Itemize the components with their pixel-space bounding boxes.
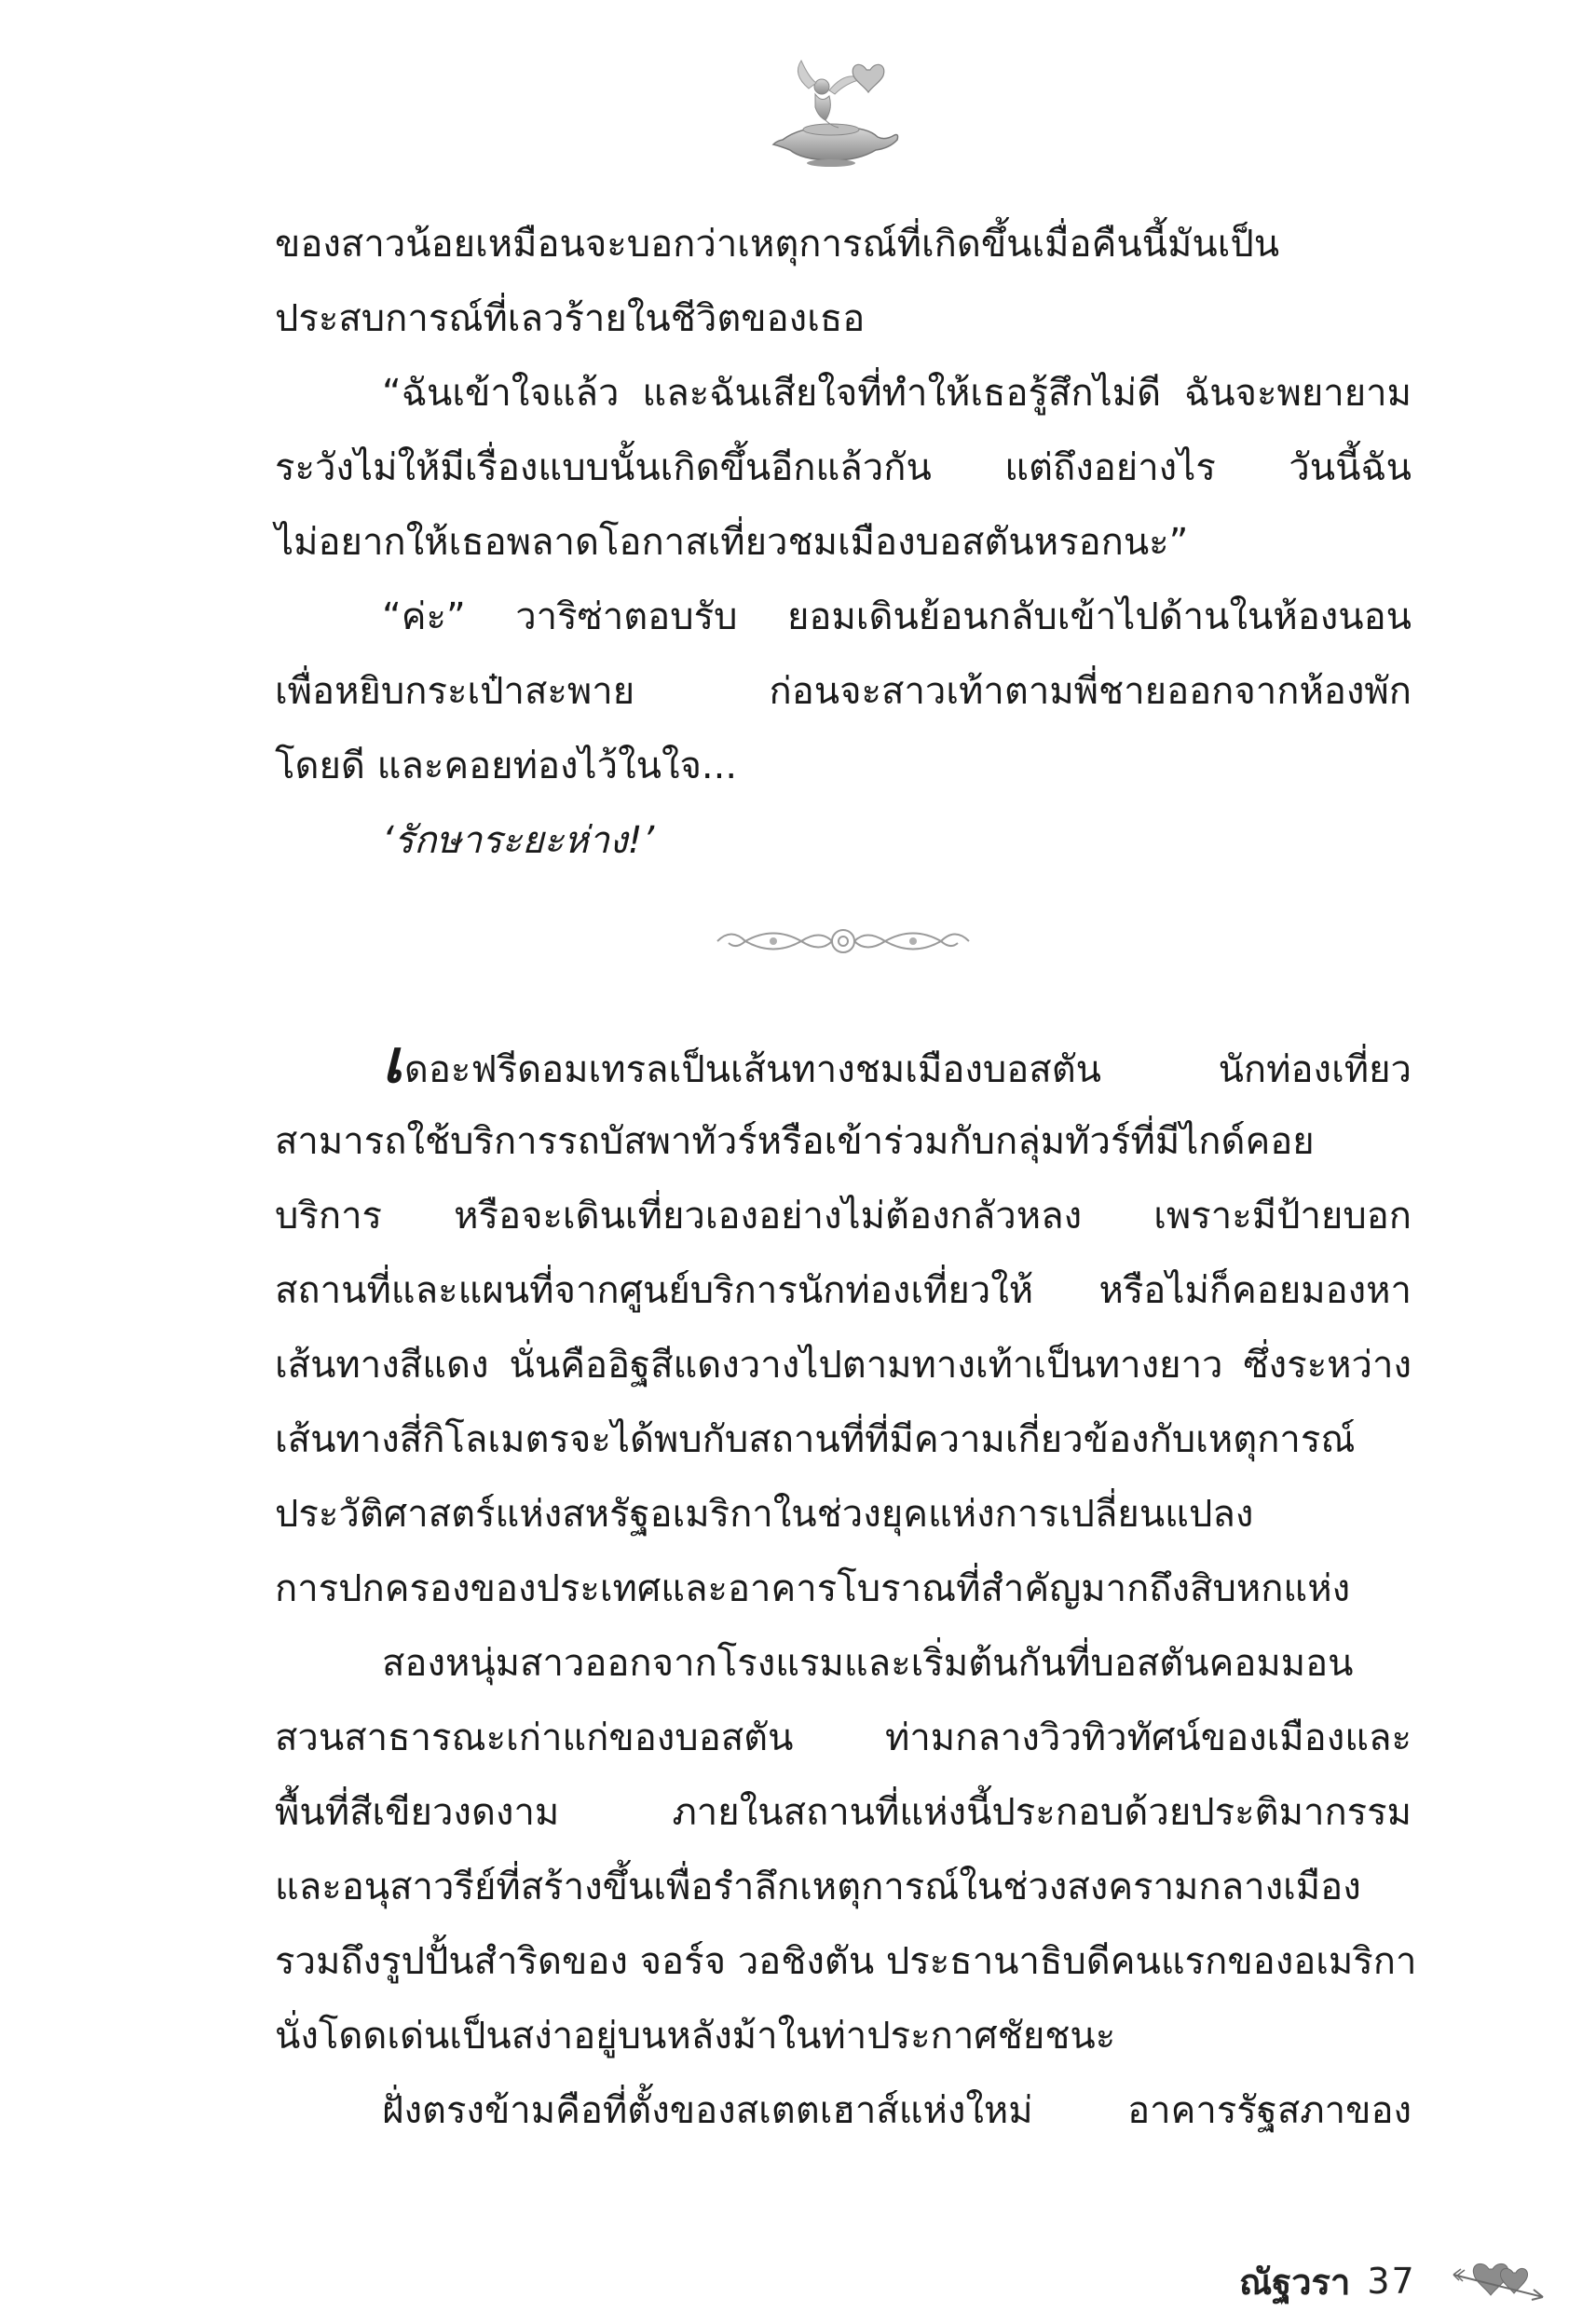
text-line (275, 1924, 1417, 1999)
text-line-content: สวนสาธารณะเก่าแก่ของบอสตัน ท่ามกลางวิวทิวทัศน์ของเมืองและ (275, 1716, 1412, 1759)
text-line (275, 1626, 1412, 1701)
text-line (275, 654, 1412, 729)
passage-bottom (275, 1028, 1417, 2148)
text-line-content: สถานที่และแผนที่จากศูนย์บริการนักท่องเที่ยวให้ หรือไม่ก็คอยมองหา (275, 1269, 1412, 1312)
text-line (275, 1850, 1412, 1924)
text-line-content: ประวัติศาสตร์แห่งสหรัฐอเมริกาในช่วงยุคแห่งการเปลี่ยนแปลง (275, 1493, 1254, 1536)
text-line (275, 1179, 1412, 1253)
text-line (275, 1552, 1412, 1626)
floral-divider-icon (708, 918, 978, 964)
text-line (275, 580, 1412, 654)
text-line (275, 356, 1412, 431)
text-line (275, 1477, 1412, 1552)
text-line (275, 1104, 1412, 1179)
text-line (275, 1030, 1412, 1104)
text-line-content: เพื่อหยิบกระเป๋าสะพาย ก่อนจะสาวเท้าตามพี่ชายออกจากห้องพัก (275, 670, 1412, 713)
hearts-arrow-icon (1452, 2256, 1554, 2307)
text-line (275, 1701, 1412, 1775)
text-line-content: “ฉันเข้าใจแล้ว และฉันเสียใจที่ทำให้เธอรู้สึกไม่ดี ฉันจะพยายาม (382, 372, 1412, 415)
text-line (275, 729, 1412, 803)
text-line-content: เส้นทางสีแดง นั่นคืออิฐสีแดงวางไปตามทางเท้าเป็นทางยาว ซึ่งระหว่าง (275, 1344, 1412, 1387)
text-line-content: รวมถึงรูปปั้นสำริดของ จอร์จ วอชิงตัน ประธานาธิบดีคนแรกของอเมริกา (275, 1940, 1417, 1983)
text-line (275, 207, 1412, 281)
text-line-content: ไม่อยากให้เธอพลาดโอกาสเที่ยวชมเมืองบอสตันหรอกนะ” (275, 521, 1189, 564)
text-line-content: ‘รักษาระยะห่าง!’ (382, 819, 655, 862)
text-line-content: นั่งโดดเด่นเป็นสง่าอยู่บนหลังม้าในท่าประกาศชัยชนะ (275, 2015, 1116, 2058)
text-line (275, 1253, 1412, 1328)
text-line-content: “ค่ะ” วาริซ่าตอบรับ ยอมเดินย้อนกลับเข้าไปด้านในห้องนอน (382, 595, 1412, 638)
text-line-content: ประสบการณ์ที่เลวร้ายในชีวิตของเธอ (275, 297, 866, 340)
text-line (275, 1402, 1412, 1477)
page-footer (1239, 2253, 1554, 2309)
text-line-content: ฝั่งตรงข้ามคือที่ตั้งของสเตตเฮาส์แห่งใหม่ อาคารรัฐสภาของ (382, 2089, 1412, 2132)
text-line (275, 2073, 1412, 2148)
text-line-content: สามารถใช้บริการรถบัสพาทัวร์หรือเข้าร่วมกับกลุ่มทัวร์ที่มีไกด์คอย (275, 1120, 1315, 1163)
page-number: 37 (1367, 2261, 1416, 2302)
text-line (275, 1775, 1412, 1850)
text-line-content: ดอะฟรีดอมเทรลเป็นเส้นทางชมเมืองบอสตัน นักท่องเที่ยว (403, 1048, 1412, 1091)
text-line (275, 803, 1412, 878)
passage-top (275, 207, 1412, 878)
text-line (275, 281, 1412, 356)
cupid-teapot-icon (764, 51, 904, 172)
text-line (275, 1328, 1412, 1402)
text-line-content: ระวังไม่ให้มีเรื่องแบบนั้นเกิดขึ้นอีกแล้วกัน แต่ถึงอย่างไร วันนี้ฉัน (275, 446, 1412, 489)
text-line (275, 431, 1412, 505)
text-line-content: พื้นที่สีเขียวงดงาม ภายในสถานที่แห่งนี้ประกอบด้วยประติมากรรม (275, 1791, 1412, 1834)
text-line-content: ของสาวน้อยเหมือนจะบอกว่าเหตุการณ์ที่เกิดขึ้นเมื่อคืนนี้มันเป็น (275, 223, 1280, 266)
text-line-content: เส้นทางสี่กิโลเมตรจะได้พบกับสถานที่ที่มีความเกี่ยวข้องกับเหตุการณ์ (275, 1418, 1356, 1461)
text-line-content: สองหนุ่มสาวออกจากโรงแรมและเริ่มต้นกันที่บอสตันคอมมอน (382, 1642, 1354, 1685)
text-line-content: บริการ หรือจะเดินเที่ยวเองอย่างไม่ต้องกลัวหลง เพราะมีป้ายบอก (275, 1195, 1412, 1238)
text-line (275, 1999, 1412, 2073)
text-line (275, 505, 1412, 580)
author-name: ณัฐวรา (1239, 2261, 1351, 2303)
dropcap-letter: เ (382, 1028, 402, 1097)
text-line-content: การปกครองของประเทศและอาคารโบราณที่สำคัญมากถึงสิบหกแห่ง (275, 1567, 1351, 1610)
text-line-content: โดยดี และคอยท่องไว้ในใจ... (275, 745, 738, 787)
text-line-content: และอนุสาวรีย์ที่สร้างขึ้นเพื่อรำลึกเหตุการณ์ในช่วงสงครามกลางเมือง (275, 1866, 1361, 1908)
